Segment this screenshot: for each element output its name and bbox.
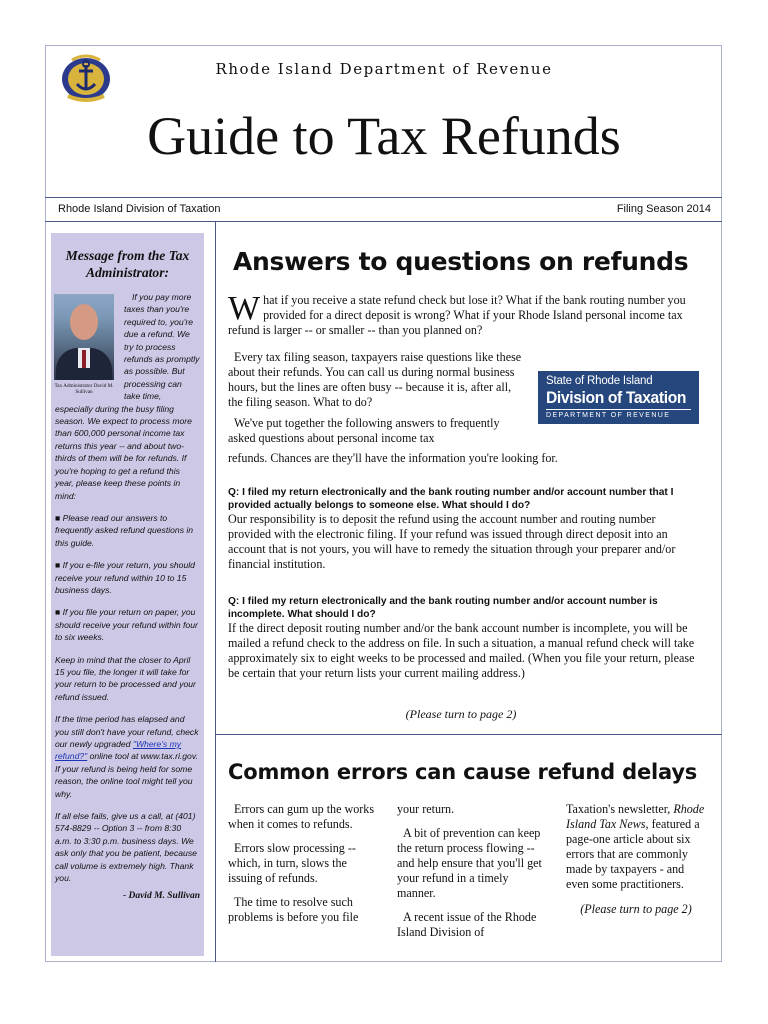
division-of-taxation-logo xyxy=(538,371,699,424)
page-title: Guide to Tax Refunds xyxy=(147,106,621,166)
logo-line: DEPARTMENT OF REVENUE xyxy=(546,409,691,420)
sidebar-elapsed: If the time period has elapsed and you still don't have your refund, check our newly upgraded "Where's my refund?" online tool at www.tax.ri.gov. If your refund is being held for some reason, the online tool might tell you why. xyxy=(55,714,199,799)
faq-answer: If the direct deposit routing number and/or the bank account number is incomplete, you will be mailed a refund check to the address on file. In such a situation, a manual refund check will take approximately six to eight weeks to be processed and mailed. (When you file your return, please be certain that your return lists your current mailing address.) xyxy=(228,621,695,680)
sidebar-bullet: ■ If you file your return on paper, you should receive your refund within four to six weeks. xyxy=(55,607,198,643)
bullet-icon: ■ xyxy=(55,560,63,571)
intro-column xyxy=(228,350,528,446)
logo-line: State of Rhode Island xyxy=(546,375,653,387)
paragraph: Taxation's newsletter, Rhode Island Tax News, featured a page-one article about six errors that are commonly made by taxpayers - and even some practitioners. xyxy=(566,802,705,891)
administrator-message-sidebar xyxy=(51,233,204,956)
text-column xyxy=(397,802,547,949)
photo-caption: Tax Administrator David M. Sullivan xyxy=(54,383,114,395)
sidebar-bullet: ■ If you e-file your return, you should receive your refund within 10 to 15 business days. xyxy=(55,560,195,595)
section-divider xyxy=(215,734,722,735)
paragraph: Errors slow processing -- which, in turn, slows the issuing of refunds. xyxy=(228,841,356,885)
filing-season: Filing Season 2014 xyxy=(616,203,711,215)
paragraph: We've put together the following answers to frequently asked questions about personal income tax xyxy=(228,416,500,445)
main-intro: What if you receive a state refund check but lose it? What if the bank routing number you provided for a direct deposit is wrong? What if your Rhode Island personal income tax refund is larger -- or smaller -- than you planned on? xyxy=(228,290,686,337)
paragraph: refunds. Chances are they'll have the information you're looking for. xyxy=(228,451,558,465)
bullet-icon: ■ xyxy=(55,512,63,523)
divider xyxy=(45,221,722,222)
paragraph: A recent issue of the Rhode Island Division of xyxy=(397,910,537,939)
main-heading: Answers to questions on refunds xyxy=(233,247,689,276)
faq-item xyxy=(228,486,698,572)
sidebar-bullet: ■ Please read our answers to frequently asked refund questions in this guide. xyxy=(55,512,194,548)
paragraph: A bit of prevention can keep the return process flowing -- and help ensure that you'll get your refund in a timely manner. xyxy=(397,826,542,900)
column-divider xyxy=(215,221,216,962)
department-name: Rhode Island Department of Revenue xyxy=(215,60,553,78)
signature: - David M. Sullivan xyxy=(122,891,200,902)
section-heading: Common errors can cause refund delays xyxy=(228,760,698,784)
paragraph: Errors can gum up the works when it comes to refunds. xyxy=(228,802,375,831)
text-column xyxy=(228,802,378,934)
wheres-my-refund-link[interactable]: "Where's my refund?" xyxy=(55,739,182,762)
paragraph: your return. xyxy=(397,802,455,816)
sidebar-heading: Message from the Tax Administrator: xyxy=(65,248,190,280)
faq-question: Q: I filed my return electronically and the bank routing number and/or account number is incomplete. What should I do? xyxy=(228,596,658,620)
sidebar-intro: If you pay more taxes than you're required to, you're due a refund. We try to process refunds as promptly as possible. But processing can take time, especially during the busy filing season. We expect to process more than 600,000 personal income tax returns this year -- and about two-thirds of them will be for refunds. If you're hoping to get a refund this year, please keep these points in mind: xyxy=(55,292,200,501)
bullet-icon: ■ xyxy=(55,607,63,618)
sidebar-call: If all else fails, give us a call, at (401) 574-8829 -- Option 3 -- from 8:30 a.m. to 3:30 p.m. business days. We ask only that you be patient, because call volume is extremely high. Thank you. xyxy=(55,811,197,884)
continued-note: (Please turn to page 2) xyxy=(580,902,692,916)
faq-item xyxy=(228,595,698,681)
drop-cap: W xyxy=(228,290,261,327)
faq-answer: Our responsibility is to deposit the refund using the account number and routing number provided with the electronic filing. If your refund was issued through direct deposit into an account that is not yours, you will have to remedy the situation through your preparer and/or financial institution. xyxy=(228,512,676,571)
portrait-image xyxy=(54,294,114,380)
sidebar-keep-in-mind: Keep in mind that the closer to April 15 you file, the longer it will take for your return to be processed and your refund issued. xyxy=(55,654,196,702)
administrator-photo xyxy=(54,294,118,395)
divider xyxy=(45,197,722,198)
text-column xyxy=(566,802,706,917)
paragraph: Every tax filing season, taxpayers raise questions like these about their refunds. You can call us during normal business hours, but the lines are often busy -- because it is, after all, the filing season. What to do? xyxy=(228,350,522,409)
continued-note: (Please turn to page 2) xyxy=(405,707,517,721)
division-name: Rhode Island Division of Taxation xyxy=(58,203,221,215)
faq-question: Q: I filed my return electronically and the bank routing number and/or account number that I provided actually belongs to someone else. What should I do? xyxy=(228,487,674,511)
newsletter-title: Rhode Island Tax News, xyxy=(566,802,705,831)
logo-line: Division of Taxation xyxy=(546,388,687,407)
paragraph: The time to resolve such problems is before you file xyxy=(228,895,359,924)
